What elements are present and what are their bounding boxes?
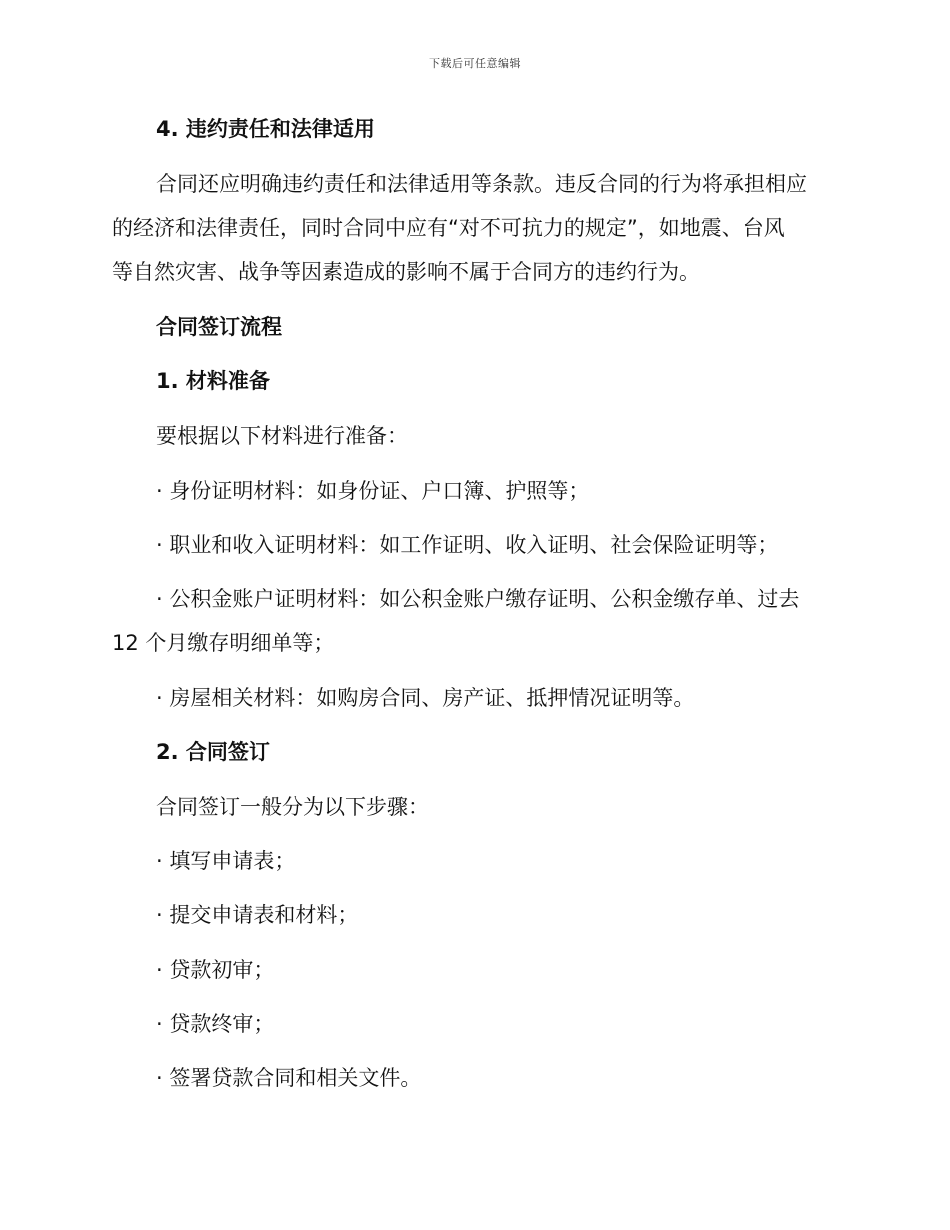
list-item: · 职业和收入证明材料：如工作证明、收入证明、社会保险证明等； <box>156 533 779 557</box>
list-item: · 填写申请表； <box>156 849 296 873</box>
materials-heading: 1. 材料准备 <box>156 369 270 393</box>
signing-heading: 2. 合同签订 <box>156 740 270 764</box>
list-item: · 房屋相关材料：如购房合同、房产证、抵押情况证明等。 <box>156 686 695 710</box>
section-heading-breach-liability: 4. 违约责任和法律适用 <box>156 117 375 141</box>
list-item: · 身份证明材料：如身份证、户口簿、护照等； <box>156 479 590 503</box>
paragraph-line-3: 等自然灾害、战争等因素造成的影响不属于合同方的违约行为。 <box>112 260 700 284</box>
list-item: · 签署贷款合同和相关文件。 <box>156 1066 422 1090</box>
header-note: 下载后可任意编辑 <box>429 57 521 70</box>
list-item: · 公积金账户证明材料：如公积金账户缴存证明、公积金缴存单、过去 <box>156 587 800 611</box>
paragraph-line-1: 合同还应明确违约责任和法律适用等条款。违反合同的行为将承担相应 <box>156 172 807 196</box>
process-title: 合同签订流程 <box>156 315 282 339</box>
paragraph-line-2: 的经济和法律责任，同时合同中应有“对不可抗力的规定”，如地震、台风 <box>112 216 785 240</box>
signing-intro: 合同签订一般分为以下步骤： <box>156 795 429 819</box>
list-item-continuation: 12 个月缴存明细单等； <box>112 631 335 655</box>
materials-intro: 要根据以下材料进行准备： <box>156 424 408 448</box>
list-item: · 贷款初审； <box>156 958 275 982</box>
list-item: · 提交申请表和材料； <box>156 903 359 927</box>
list-item: · 贷款终审； <box>156 1012 275 1036</box>
